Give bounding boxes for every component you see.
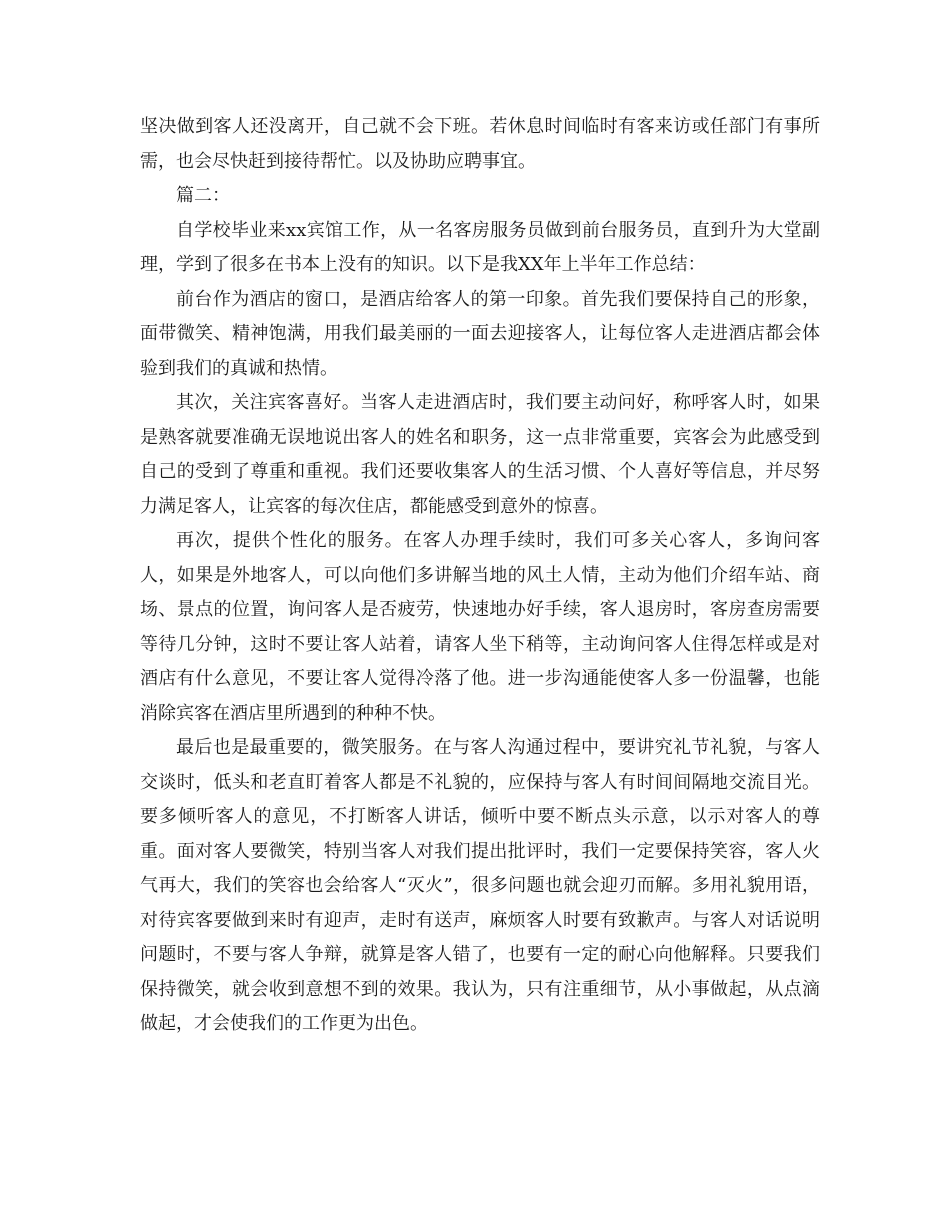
paragraph-intro: 自学校毕业来xx宾馆工作，从一名客房服务员做到前台服务员，直到升为大堂副理，学到了很多在书本上没有的知识。以下是我XX年上半年工作总结：: [140, 219, 820, 275]
paragraph-front-desk: 前台作为酒店的窗口，是酒店给客人的第一印象。首先我们要保持自己的形象，面带微笑、精神饱满，用我们最美丽的一面去迎接客人，让每位客人走进酒店都会体验到我们的真诚和热情。: [140, 288, 820, 379]
document-body: [140, 110, 820, 1042]
paragraph-guest-preferences: 其次，关注宾客喜好。当客人走进酒店时，我们要主动问好，称呼客人时，如果是熟客就要准确无误地说出客人的姓名和职务，这一点非常重要，宾客会为此感受到自己的受到了尊重和重视。我们还要收集客人的生活习惯、个人喜好等信息，并尽努力满足客人，让宾客的每次住店，都能感受到意外的惊喜。: [140, 392, 820, 517]
paragraph-personalized-service: 再次，提供个性化的服务。在客人办理手续时，我们可多关心客人，多询问客人，如果是外地客人，可以向他们多讲解当地的风土人情，主动为他们介绍车站、商场、景点的位置，询问客人是否疲劳，快速地办好手续，客人退房时，客房查房需要等待几分钟，这时不要让客人站着，请客人坐下稍等，主动询问客人住得怎样或是对酒店有什么意见，不要让客人觉得冷落了他。进一步沟通能使客人多一份温馨，也能消除宾客在酒店里所遇到的种种不快。: [140, 530, 820, 724]
section-heading: 篇二：: [176, 185, 230, 206]
paragraph-smile-service: 最后也是最重要的，微笑服务。在与客人沟通过程中，要讲究礼节礼貌，与客人交谈时，低头和老直盯着客人都是不礼貌的，应保持与客人有时间间隔地交流目光。要多倾听客人的意见，不打断客人讲话，倾听中要不断点头示意，以示对客人的尊重。面对客人要微笑，特别当客人对我们提出批评时，我们一定要保持笑容，客人火气再大，我们的笑容也会给客人“灭火”，很多问题也就会迎刃而解。多用礼貌用语，对待宾客要做到来时有迎声，走时有送声，麻烦客人时要有致歉声。与客人对话说明问题时，不要与客人争辩，就算是客人错了，也要有一定的耐心向他解释。只要我们保持微笑，就会收到意想不到的效果。我认为，只有注重细节，从小事做起，从点滴做起，才会使我们的工作更为出色。: [140, 737, 820, 1034]
paragraph-continuation: 坚决做到客人还没离开，自己就不会下班。若休息时间临时有客来访或任部门有事所需，也会尽快赶到接待帮忙。以及协助应聘事宜。: [140, 116, 820, 172]
